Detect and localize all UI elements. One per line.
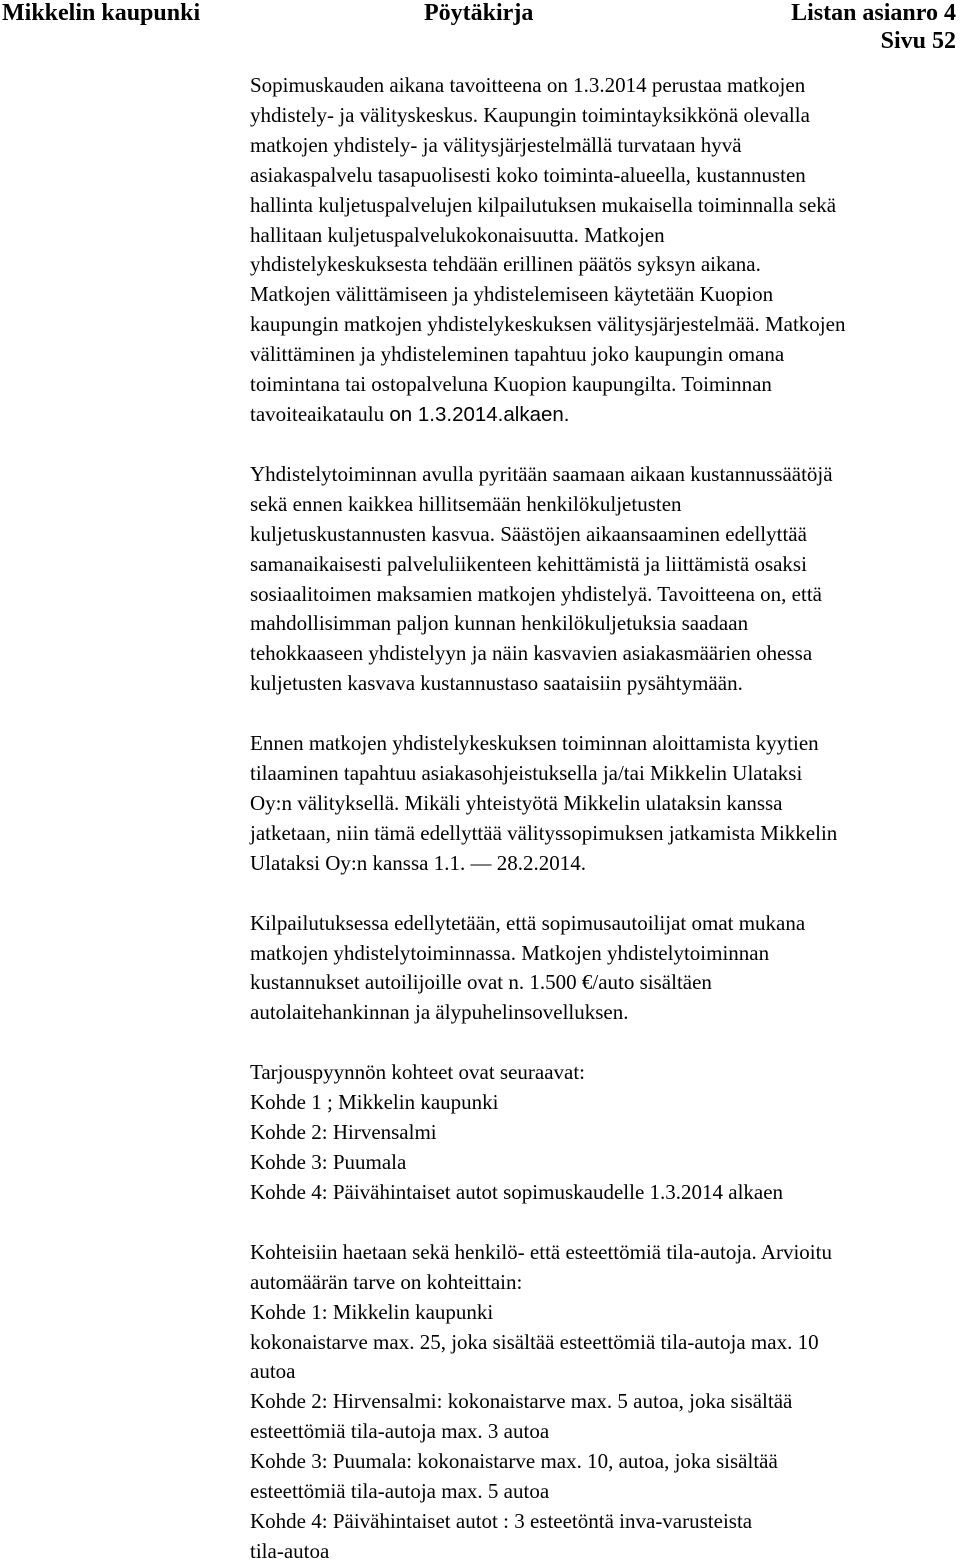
text-line: Kohteisiin haetaan sekä henkilö- että esteettömiä tila-autoja. Arvioitu	[250, 1239, 832, 1264]
text-line: samanaikaisesti palveluliikenteen kehittämistä ja liittämistä osaksi	[250, 551, 807, 576]
text-line: Kohde 4: Päivähintaiset autot : 3 esteetöntä inva-varustеista	[250, 1508, 753, 1533]
text-line: tilaaminen tapahtuu asiakasohjeistuksella ja/tai Mikkelin Ulataksi	[250, 761, 803, 786]
paragraph-5	[250, 1058, 958, 1208]
text-line: matkojen yhdistelytoiminnassa. Matkojen yhdistelytoiminnan	[250, 940, 770, 965]
text-line: autolaitehankinnan ja älypuhelinsovelluksen.	[250, 1000, 629, 1025]
text-line: Ulataksi Oy:n kanssa 1.1. — 28.2.2014.	[250, 850, 586, 875]
text-line: sekä ennen kaikkea hillitsemään henkilökuljetusten	[250, 491, 682, 516]
text-line: Kohde 4: Päivähintaiset autot sopimuskaudelle 1.3.2014 alkaen	[250, 1179, 784, 1204]
paragraph-gap	[250, 1208, 958, 1238]
text-line: Ennen matkojen yhdistelykeskuksen toiminnan aloittamista kyytien	[250, 731, 819, 756]
paragraph-gap	[250, 1028, 958, 1058]
page-header	[0, 0, 960, 60]
text-line: Kohde 3: Puumala: kokonaistarve max. 10, autoa, joka sisältää	[250, 1449, 778, 1474]
text-line: kuljetusten kasvava kustannustaso saataisiin pysähtymään.	[250, 671, 743, 696]
text-line: Kohde 2: Hirvensalmi: kokonaistarve max. 5 autoa, joka sisältää	[250, 1389, 793, 1414]
paragraph-6	[250, 1238, 958, 1567]
paragraph-1	[250, 71, 958, 430]
text-line: hallinta kuljetuspalvelujen kilpailutuksen mukaisella toiminnalla sekä	[250, 192, 837, 217]
text-line: Yhdistelytoiminnan avulla pyritään saamaan aikaan kustannussäätöjä	[250, 461, 833, 486]
paragraph-gap	[250, 879, 958, 909]
text-line	[250, 400, 958, 430]
header-item-number: Listan asianro 4	[791, 0, 956, 26]
text-line: kaupungin matkojen yhdistelykeskuksen välitysjärjestelmää. Matkojen	[250, 312, 846, 337]
text-line: Sopimuskauden aikana tavoitteena on 1.3.2014 perustaa matkojen	[250, 73, 806, 97]
text-line: autoa	[250, 1359, 296, 1384]
text-line: kokonaistarve max. 25, joka sisältää esteettömiä tila-autoja max. 10	[250, 1329, 819, 1354]
text-line: toimintana tai ostopalveluna Kuopion kaupungilta. Toiminnan	[250, 372, 772, 397]
text-line: jatketaan, niin tämä edellyttää välityssopimuksen jatkamista Mikkelin	[250, 820, 838, 845]
text-line: kuljetuskustannusten kasvua. Säästöjen aikaansaaminen edellyttää	[250, 521, 807, 546]
paragraph-gap	[250, 430, 958, 460]
text-line: asiakaspalvelu tasapuolisesti koko toiminta-alueella, kustannusten	[250, 162, 806, 187]
text-line: mahdollisimman paljon kunnan henkilökuljetuksia saadaan	[250, 611, 749, 636]
text-line: matkojen yhdistely- ja välitysjärjestelmällä turvataan hyvä	[250, 132, 742, 157]
header-organization: Mikkelin kaupunki	[2, 0, 201, 26]
text-fragment-sans: on 1.3.2014.alkaen.	[389, 402, 570, 426]
text-line: Matkojen välittämiseen ja yhdistelemiseen käytetään Kuopion	[250, 282, 774, 307]
text-line: Kilpailutuksessa edellytetään, että sopimusautoilijat omat mukana	[250, 910, 806, 935]
text-line: Kohde 1: Mikkelin kaupunki	[250, 1299, 494, 1324]
paragraph-gap	[250, 699, 958, 729]
text-line: sosiaalitoimen maksamien matkojen yhdistelyä. Tavoitteena on, että	[250, 581, 822, 606]
text-line: kustannukset autoilijoille ovat n. 1.500 €/auto sisältäen	[250, 970, 712, 995]
text-line: Oy:n välityksellä. Mikäli yhteistyötä Mikkelin ulataksin kanssa	[250, 790, 783, 815]
paragraph-2	[250, 460, 958, 699]
text-line: hallitaan kuljetuspalvelukokonaisuutta. Matkojen	[250, 222, 665, 247]
text-line: Kohde 2: Hirvensalmi	[250, 1120, 437, 1145]
text-line: välittäminen ja yhdisteleminen tapahtuu joko kaupungin omana	[250, 342, 785, 367]
text-line: tila-autoa	[250, 1538, 330, 1563]
text-line: esteettömiä tila-autoja max. 3 autoa	[250, 1419, 550, 1444]
document-body	[250, 71, 958, 1567]
paragraph-4	[250, 909, 958, 1029]
text-fragment: tavoiteaikataulu	[250, 401, 390, 426]
text-line: esteettömiä tila-autoja max. 5 autoa	[250, 1479, 550, 1504]
text-line: automäärän tarve on kohteittain:	[250, 1269, 523, 1294]
paragraph-3	[250, 729, 958, 879]
text-line: Kohde 3: Puumala	[250, 1150, 407, 1174]
text-line: Kohde 1 ; Mikkelin kaupunki	[250, 1090, 499, 1115]
header-document-type: Pöytäkirja	[424, 0, 534, 26]
text-line: Tarjouspyynnön kohteet ovat seuraavat:	[250, 1060, 586, 1085]
header-page-number: Sivu 52	[880, 28, 956, 54]
text-line: tehokkaaseen yhdistelyyn ja näin kasvavien asiakasmäärien ohessa	[250, 641, 813, 666]
text-line: yhdistelykeskuksesta tehdään erillinen päätös syksyn aikana.	[250, 252, 761, 277]
text-line: yhdistely- ja välityskeskus. Kaupungin toimintayksikkönä olevalla	[250, 102, 810, 127]
